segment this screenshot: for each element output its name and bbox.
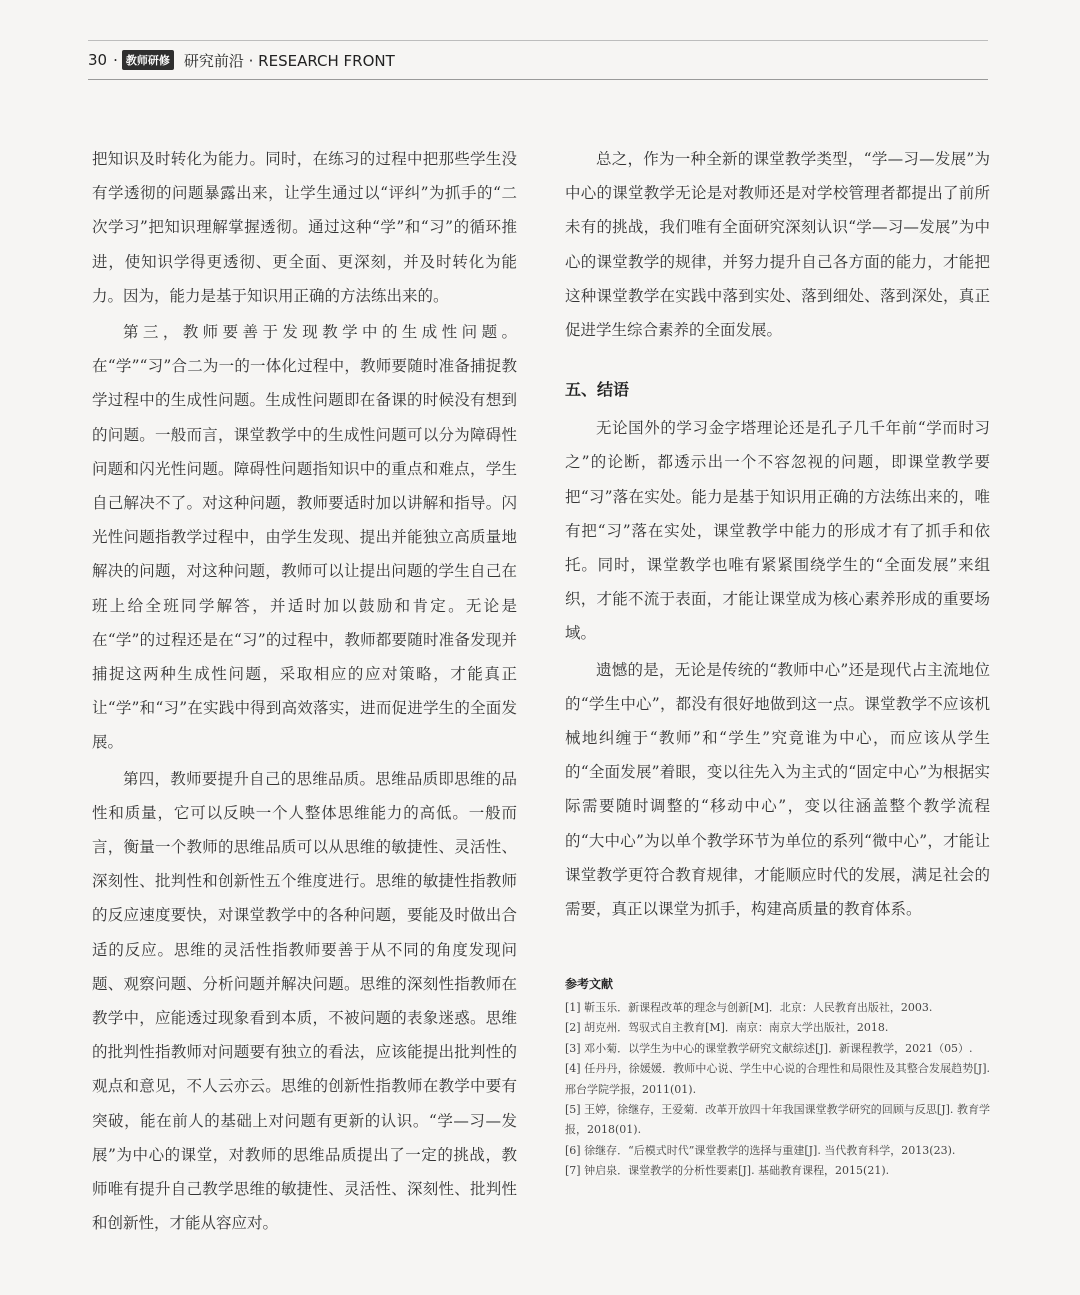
body-paragraph: 总之，作为一种全新的课堂教学类型，“学—习—发展”为中心的课堂教学无论是对教师还是对学校管理者都提出了前所未有的挑战，我们唯有全面研究深刻认识“学—习—发展”为中心的课堂教学的规律，并努力提升自己各方面的能力，才能把这种课堂教学在实践中落到实处、落到细处、落到深处，真正促进学生综合素养的全面发展。	[565, 150, 990, 340]
reference-item: [1] 靳玉乐．新课程改革的理念与创新[M]．北京：人民教育出版社，2003.	[565, 1001, 933, 1014]
reference-item: [6] 徐继存．“后模式时代”课堂教学的选择与重建[J]. 当代教育科学，2013(23).	[565, 1143, 956, 1157]
section-heading: 五、结语	[565, 380, 630, 400]
right-column	[565, 142, 990, 926]
running-title: 研究前沿 · RESEARCH FRONT	[183, 51, 395, 70]
references-title: 参考文献	[565, 977, 614, 991]
header-separator: ·	[113, 51, 118, 69]
page-number: 30	[88, 51, 108, 69]
body-paragraph: 遗憾的是，无论是传统的“教师中心”还是现代占主流地位的“学生中心”，都没有很好地做到这一点。课堂教学不应该机械地纠缠于“教师”和“学生”究竟谁为中心，而应该从学生的“全面发展”着眼，变以往先入为主式的“固定中心”为根据实际需要随时调整的“移动中心”，变以往涵盖整个教学流程的“大中心”为以单个教学环节为单位的系列“微中心”，才能让课堂教学更符合教育规律，才能顺应时代的发展，满足社会的需要，真正以课堂为抓手，构建高质量的教育体系。	[565, 660, 990, 919]
section-badge: 教师研修	[122, 50, 174, 70]
body-paragraph: 把知识及时转化为能力。同时，在练习的过程中把那些学生没有学透彻的问题暴露出来，让学生通过以“评纠”为抓手的“二次学习”把知识理解掌握透彻。通过这种“学”和“习”的循环推进，使知识学得更透彻、更全面、更深刻，并及时转化为能力。因为，能力是基于知识用正确的方法练出来的。	[92, 150, 517, 305]
left-column	[92, 142, 517, 1241]
reference-item: [2] 胡克州．驾驭式自主教育[M]．南京：南京大学出版社，2018.	[565, 1021, 889, 1035]
body-paragraph: 第三，教师要善于发现教学中的生成性问题。在“学”“习”合二为一的一体化过程中，教师要随时准备捕捉教学过程中的生成性问题。生成性问题即在备课的时候没有想到的问题。一般而言，课堂教学中的生成性问题可以分为障碍性问题和闪光性问题。障碍性问题指知识中的重点和难点，学生自己解决不了。对这种问题，教师要适时加以讲解和指导。闪光性问题指教学过程中，由学生发现、提出并能独立高质量地解决的问题，对这种问题，教师可以让提出问题的学生自己在班上给全班同学解答，并适时加以鼓励和肯定。无论是在“学”的过程还是在“习”的过程中，教师都要随时准备发现并捕捉这两种生成性问题，采取相应的应对策略，才能真正让“学”和“习”在实践中得到高效落实，进而促进学生的全面发展。	[92, 323, 517, 752]
reference-item: [7] 钟启泉．课堂教学的分析性要素[J]. 基础教育课程，2015(21).	[565, 1164, 890, 1178]
reference-item: [3] 邓小菊．以学生为中心的课堂教学研究文献综述[J]．新课程教学，2021（05）.	[565, 1041, 973, 1055]
page-header	[88, 40, 988, 80]
reference-item: [4] 任丹丹，徐媛媛．教师中心说、学生中心说的合理性和局限性及其整合发展趋势[J]. 邢台学院学报，2011(01).	[565, 1062, 990, 1096]
body-paragraph: 第四，教师要提升自己的思维品质。思维品质即思维的品性和质量，它可以反映一个人整体思维能力的高低。一般而言，衡量一个教师的思维品质可以从思维的敏捷性、灵活性、深刻性、批判性和创新性五个维度进行。思维的敏捷性指教师的反应速度要快，对课堂教学中的各种问题，要能及时做出合适的反应。思维的灵活性指教师要善于从不同的角度发现问题、观察问题、分析问题并解决问题。思维的深刻性指教师在教学中，应能透过现象看到本质，不被问题的表象迷惑。思维的批判性指教师对问题要有独立的看法，应该能提出批判性的观点和意见，不人云亦云。思维的创新性指教师在教学中要有突破，能在前人的基础上对问题有更新的认识。“学—习—发展”为中心的课堂，对教师的思维品质提出了一定的挑战，教师唯有提升自己教学思维的敏捷性、灵活性、深刻性、批判性和创新性，才能从容应对。	[92, 769, 517, 1233]
references-section	[565, 975, 990, 1182]
body-paragraph: 无论国外的学习金字塔理论还是孔子几千年前“学而时习之”的论断，都透示出一个不容忽视的问题，即课堂教学要把“习”落在实处。能力是基于知识用正确的方法练出来的，唯有把“习”落在实处，课堂教学中能力的形成才有了抓手和依托。同时，课堂教学也唯有紧紧围绕学生的“全面发展”来组织，才能不流于表面，才能让课堂成为核心素养形成的重要场域。	[565, 419, 990, 643]
reference-item: [5] 王婷，徐继存，王爱菊．改革开放四十年我国课堂教学研究的回顾与反思[J]. 教育学报，2018(01).	[565, 1103, 990, 1137]
